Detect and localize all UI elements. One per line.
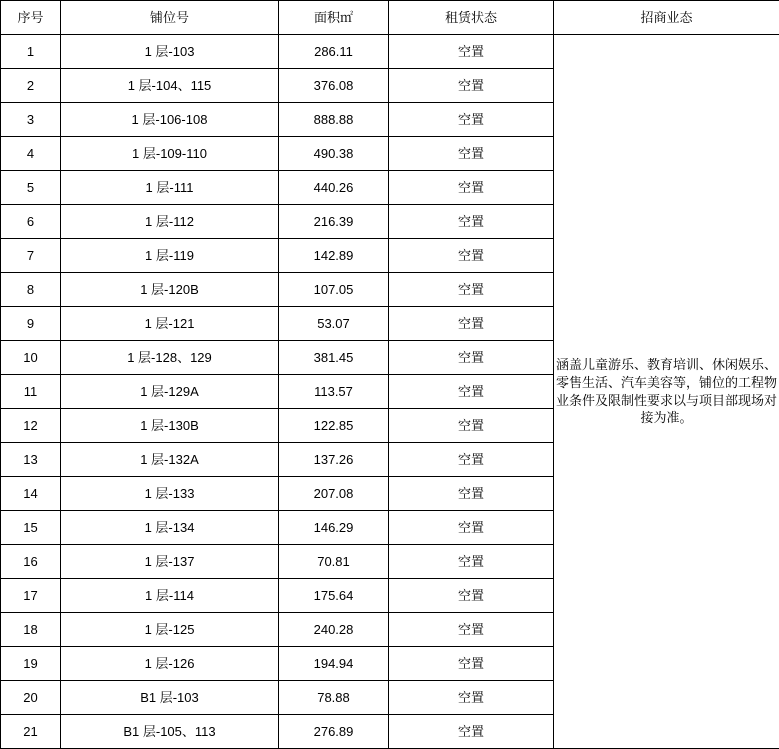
cell-index: 11: [1, 375, 61, 409]
cell-status: 空置: [389, 341, 554, 375]
cell-status: 空置: [389, 205, 554, 239]
column-header-business-type: 招商业态: [554, 1, 779, 35]
cell-status: 空置: [389, 69, 554, 103]
cell-area: 888.88: [279, 103, 389, 137]
cell-status: 空置: [389, 273, 554, 307]
cell-area: 107.05: [279, 273, 389, 307]
cell-index: 2: [1, 69, 61, 103]
cell-index: 14: [1, 477, 61, 511]
cell-unit: 1 层-114: [61, 579, 279, 613]
cell-status: 空置: [389, 681, 554, 715]
cell-area: 376.08: [279, 69, 389, 103]
cell-unit: 1 层-130B: [61, 409, 279, 443]
cell-unit: 1 层-121: [61, 307, 279, 341]
cell-unit: 1 层-125: [61, 613, 279, 647]
cell-status: 空置: [389, 171, 554, 205]
business-note-text: 涵盖儿童游乐、教育培训、休闲娱乐、零售生活、汽车美容等，铺位的工程物业条件及限制性要求以与项目部现场对接为准。: [554, 356, 779, 426]
cell-unit: 1 层-137: [61, 545, 279, 579]
cell-area: 286.11: [279, 35, 389, 69]
cell-unit: B1 层-103: [61, 681, 279, 715]
cell-index: 5: [1, 171, 61, 205]
cell-area: 440.26: [279, 171, 389, 205]
cell-unit: 1 层-111: [61, 171, 279, 205]
cell-index: 13: [1, 443, 61, 477]
cell-status: 空置: [389, 613, 554, 647]
cell-index: 18: [1, 613, 61, 647]
cell-unit: 1 层-112: [61, 205, 279, 239]
cell-unit: 1 层-132A: [61, 443, 279, 477]
cell-area: 146.29: [279, 511, 389, 545]
cell-area: 276.89: [279, 715, 389, 749]
cell-index: 1: [1, 35, 61, 69]
cell-status: 空置: [389, 443, 554, 477]
cell-unit: 1 层-134: [61, 511, 279, 545]
cell-status: 空置: [389, 137, 554, 171]
cell-index: 10: [1, 341, 61, 375]
cell-business-note: [554, 35, 779, 749]
cell-status: 空置: [389, 375, 554, 409]
cell-area: 122.85: [279, 409, 389, 443]
cell-status: 空置: [389, 409, 554, 443]
cell-area: 142.89: [279, 239, 389, 273]
cell-area: 78.88: [279, 681, 389, 715]
cell-area: 137.26: [279, 443, 389, 477]
cell-unit: 1 层-109-110: [61, 137, 279, 171]
cell-unit: 1 层-133: [61, 477, 279, 511]
column-header-unit: 铺位号: [61, 1, 279, 35]
cell-index: 7: [1, 239, 61, 273]
cell-status: 空置: [389, 239, 554, 273]
cell-status: 空置: [389, 647, 554, 681]
cell-area: 207.08: [279, 477, 389, 511]
cell-index: 12: [1, 409, 61, 443]
cell-area: 53.07: [279, 307, 389, 341]
cell-area: 175.64: [279, 579, 389, 613]
cell-index: 17: [1, 579, 61, 613]
cell-status: 空置: [389, 579, 554, 613]
cell-index: 6: [1, 205, 61, 239]
cell-index: 19: [1, 647, 61, 681]
cell-unit: 1 层-120B: [61, 273, 279, 307]
cell-unit: 1 层-119: [61, 239, 279, 273]
cell-status: 空置: [389, 477, 554, 511]
cell-unit: 1 层-103: [61, 35, 279, 69]
cell-unit: 1 层-128、129: [61, 341, 279, 375]
cell-area: 381.45: [279, 341, 389, 375]
cell-index: 4: [1, 137, 61, 171]
cell-index: 16: [1, 545, 61, 579]
cell-area: 113.57: [279, 375, 389, 409]
cell-unit: 1 层-106-108: [61, 103, 279, 137]
cell-status: 空置: [389, 35, 554, 69]
cell-index: 20: [1, 681, 61, 715]
cell-index: 3: [1, 103, 61, 137]
cell-status: 空置: [389, 715, 554, 749]
cell-status: 空置: [389, 103, 554, 137]
table-body: [1, 35, 779, 749]
cell-unit: 1 层-126: [61, 647, 279, 681]
cell-status: 空置: [389, 511, 554, 545]
cell-area: 240.28: [279, 613, 389, 647]
cell-unit: B1 层-105、113: [61, 715, 279, 749]
cell-index: 8: [1, 273, 61, 307]
cell-status: 空置: [389, 545, 554, 579]
table-header-row: [1, 1, 779, 35]
table-row: [1, 35, 779, 69]
cell-area: 194.94: [279, 647, 389, 681]
cell-area: 490.38: [279, 137, 389, 171]
cell-area: 216.39: [279, 205, 389, 239]
cell-unit: 1 层-104、115: [61, 69, 279, 103]
column-header-index: 序号: [1, 1, 61, 35]
column-header-status: 租赁状态: [389, 1, 554, 35]
cell-unit: 1 层-129A: [61, 375, 279, 409]
cell-index: 15: [1, 511, 61, 545]
cell-index: 9: [1, 307, 61, 341]
cell-area: 70.81: [279, 545, 389, 579]
cell-index: 21: [1, 715, 61, 749]
column-header-area: 面积㎡: [279, 1, 389, 35]
cell-status: 空置: [389, 307, 554, 341]
